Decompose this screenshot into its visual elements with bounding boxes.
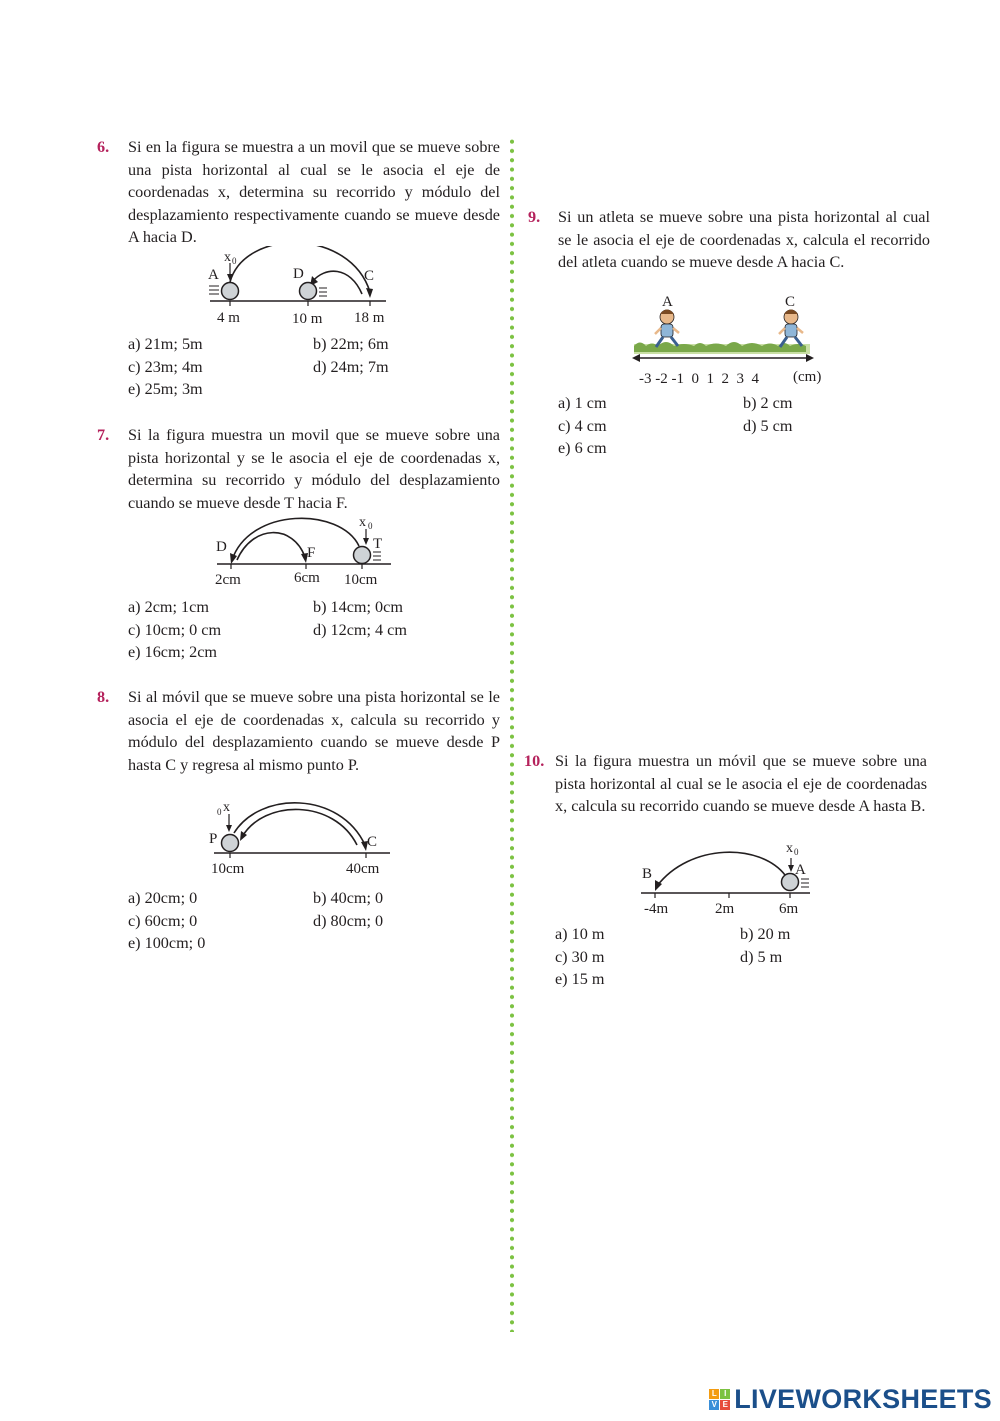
- question-9-options: [558, 392, 938, 462]
- option-e[interactable]: e) 100cm; 0: [128, 934, 206, 953]
- tick-label: 2m: [715, 901, 735, 917]
- question-6-text: Si en la figura se muestra a un movil que se mueve sobre una pista horizontal al cual se le asocia el eje de coordenadas x, determina su recorrido y módulo del desplazamiento respectivamente cuando se mueve desde A hacia D.: [128, 138, 500, 247]
- question-9-figure: [630, 290, 835, 390]
- option-a[interactable]: a) 20cm; 0: [128, 889, 198, 907]
- option-c[interactable]: c) 60cm; 0: [128, 911, 198, 930]
- question-7-figure: [205, 510, 405, 592]
- option-e[interactable]: e) 16cm; 2cm: [128, 643, 217, 662]
- arc-c-to-d: [312, 271, 362, 294]
- option-c[interactable]: c) 30 m: [555, 947, 605, 966]
- option-c[interactable]: c) 23m; 4m: [128, 357, 203, 376]
- option-c[interactable]: c) 10cm; 0 cm: [128, 620, 222, 639]
- tick-label: 2cm: [215, 572, 241, 588]
- point-b-label: B: [642, 866, 653, 882]
- option-a[interactable]: a) 2cm; 1cm: [128, 598, 209, 616]
- question-10-number: 10.: [524, 752, 545, 770]
- option-b[interactable]: b) 2 cm: [743, 394, 793, 412]
- question-6-number: 6.: [97, 138, 110, 156]
- point-c-label: C: [364, 268, 375, 284]
- option-a[interactable]: a) 1 cm: [558, 394, 607, 412]
- tick-label: 18 m: [354, 310, 385, 326]
- question-7-text: Si la figura muestra un movil que se mueve sobre una pista horizontal y se le asocia el eje de coordenadas x, determina su recorrido y módulo del desplazamiento cuando se mueve desde T hacia F.: [128, 426, 500, 512]
- option-a[interactable]: a) 10 m: [555, 925, 605, 943]
- question-10-figure: [635, 838, 820, 920]
- option-d[interactable]: d) 5 m: [740, 947, 783, 966]
- option-b[interactable]: b) 40cm; 0: [313, 889, 384, 907]
- point-t-label: T: [373, 536, 383, 552]
- tick-label: 6cm: [294, 570, 320, 586]
- point-a-label: A: [662, 294, 673, 310]
- arc-t-to-d: [232, 518, 359, 560]
- point-p-label: P: [209, 831, 218, 847]
- option-e[interactable]: e) 25m; 3m: [128, 380, 203, 399]
- option-d[interactable]: d) 12cm; 4 cm: [313, 620, 407, 639]
- option-b[interactable]: b) 14cm; 0cm: [313, 598, 403, 616]
- question-9-text: Si un atleta se mueve sobre una pista horizontal al cual se le asocia el eje de coordenadas x, calcula el recorrido del atleta cuando se mueve desde A hacia C.: [558, 208, 930, 272]
- option-c[interactable]: c) 4 cm: [558, 416, 607, 435]
- x0-label: x: [224, 250, 231, 265]
- question-10-text: Si la figura muestra un móvil que se mueve sobre una pista horizontal al cual se le asocia el eje de coordenadas x, calcula su recorrido cuando se mueve desde A hasta B.: [555, 752, 927, 816]
- svg-text:0: 0: [232, 256, 237, 266]
- question-7-options: [128, 596, 508, 666]
- svg-text:0: 0: [217, 807, 222, 817]
- option-a[interactable]: a) 21m; 5m: [128, 335, 203, 353]
- unit-label: (cm): [793, 369, 822, 385]
- svg-text:0: 0: [368, 521, 373, 531]
- x0-label: x: [359, 515, 366, 530]
- point-f-label: F: [307, 545, 316, 561]
- option-d[interactable]: d) 24m; 7m: [313, 357, 389, 376]
- mobile-ball: [354, 547, 371, 564]
- tick-label: 4 m: [217, 310, 240, 326]
- tick-label: 10cm: [211, 861, 245, 877]
- question-6-figure: [200, 246, 392, 328]
- option-d[interactable]: d) 80cm; 0: [313, 911, 384, 930]
- point-a-label: A: [208, 267, 219, 283]
- tick-label: 10cm: [344, 572, 378, 588]
- question-9-number: 9.: [528, 208, 541, 226]
- question-8-text: Si al móvil que se mueve sobre una pista horizontal se le asocia el eje de coordenadas x, calcula su recorrido y módulo del desplazamiento cuando se mueve desde P hasta C y regresa al mismo punto P.: [128, 688, 500, 774]
- column-divider: [509, 137, 515, 1332]
- tick-label: 6m: [779, 901, 799, 917]
- mobile-ball: [222, 283, 239, 300]
- arc-c-to-p: [242, 809, 357, 845]
- question-7-number: 7.: [97, 426, 110, 444]
- option-b[interactable]: b) 22m; 6m: [313, 335, 389, 353]
- option-e[interactable]: e) 6 cm: [558, 439, 607, 458]
- mobile-ball: [300, 283, 317, 300]
- question-8-options: [128, 887, 508, 957]
- athlete-icon: [655, 310, 679, 348]
- option-e[interactable]: e) 15 m: [555, 970, 605, 989]
- liveworksheets-brand[interactable]: [709, 1384, 992, 1415]
- option-d[interactable]: d) 5 cm: [743, 416, 793, 435]
- point-d-label: D: [216, 539, 227, 555]
- point-d-label: D: [293, 266, 304, 282]
- tick-label: 40cm: [346, 861, 380, 877]
- question-10-options: [555, 923, 935, 993]
- point-c-label: C: [367, 834, 378, 850]
- question-6-options: [128, 333, 508, 403]
- question-8-figure: [200, 795, 400, 880]
- option-b[interactable]: b) 20 m: [740, 925, 791, 943]
- question-8-number: 8.: [97, 688, 110, 706]
- liveworksheets-logo-icon: L I V E: [709, 1389, 730, 1410]
- point-a-label: A: [795, 862, 806, 878]
- mobile-ball: [222, 835, 239, 852]
- x0-label: x: [786, 841, 793, 856]
- tick-label: -4m: [644, 901, 669, 917]
- athlete-icon: [779, 310, 803, 348]
- axis-tick-labels: -3 -2 -1 0 1 2 3 4: [639, 371, 759, 387]
- brand-name: LIVEWORKSHEETS: [734, 1384, 992, 1414]
- arc-a-to-b: [657, 852, 785, 886]
- point-c-label: C: [785, 294, 796, 310]
- x0-label: x: [223, 800, 230, 815]
- tick-label: 10 m: [292, 311, 323, 327]
- svg-text:0: 0: [794, 847, 799, 857]
